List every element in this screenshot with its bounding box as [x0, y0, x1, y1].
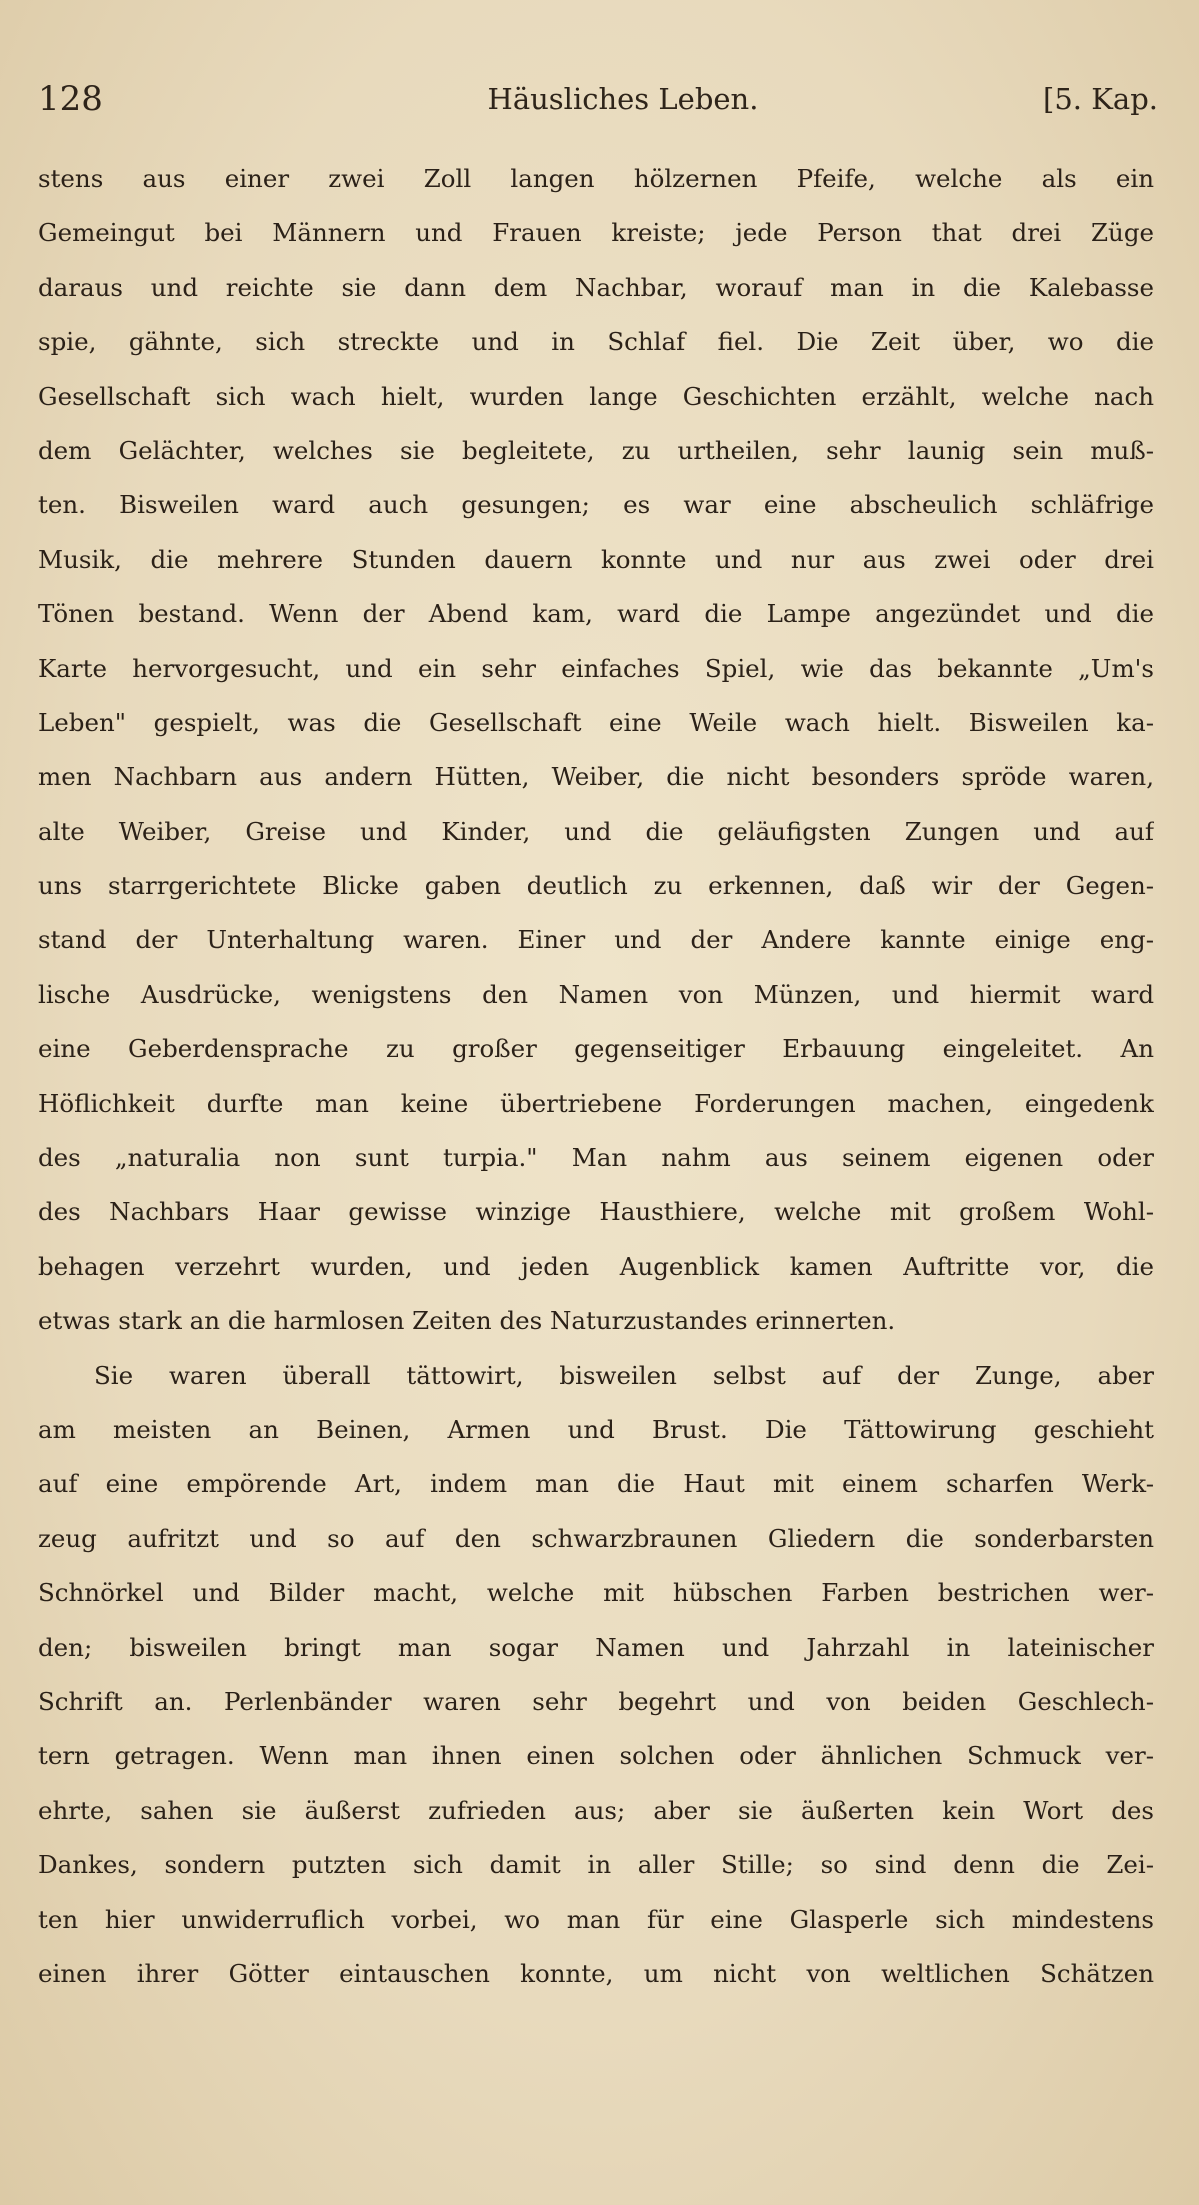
- text-line: tern getragen. Wenn man ihnen einen solchen oder ähnlichen Schmuck ver-: [38, 1741, 1154, 1771]
- text-line: des „naturalia non sunt turpia." Man nahm aus seinem eigenen oder: [38, 1143, 1154, 1173]
- text-line: ten. Bisweilen ward auch gesungen; es war eine abscheulich schläfrige: [38, 490, 1154, 520]
- text-line: Karte hervorgesucht, und ein sehr einfaches Spiel, wie das bekannte „Um's: [38, 653, 1154, 683]
- text-line: Dankes, sondern putzten sich damit in aller Stille; so sind denn die Zei-: [38, 1850, 1154, 1880]
- text-line: zeug aufritzt und so auf den schwarzbraunen Gliedern die sonderbarsten: [38, 1523, 1154, 1553]
- page-number: 128: [38, 79, 103, 119]
- text-line: alte Weiber, Greise und Kinder, und die geläufigsten Zungen und auf: [38, 816, 1154, 846]
- page-header: [38, 72, 1158, 126]
- text-line: Höflichkeit durfte man keine übertriebene Forderungen machen, eingedenk: [38, 1088, 1154, 1118]
- text-line: ehrte, sahen sie äußerst zufrieden aus; aber sie äußerten kein Wort des: [38, 1795, 1154, 1825]
- text-line: men Nachbarn aus andern Hütten, Weiber, die nicht besonders spröde waren,: [38, 762, 1154, 792]
- text-line: Leben" gespielt, was die Gesellschaft eine Weile wach hielt. Bisweilen ka-: [38, 707, 1154, 737]
- text-line: etwas stark an die harmlosen Zeiten des Naturzustandes erinnerten.: [38, 1306, 896, 1336]
- body-text: [38, 152, 1154, 2001]
- text-line: dem Gelächter, welches sie begleitete, zu urtheilen, sehr launig sein muß-: [38, 435, 1154, 465]
- text-line: den; bisweilen bringt man sogar Namen und Jahrzahl in lateinischer: [38, 1632, 1154, 1662]
- text-line: des Nachbars Haar gewisse winzige Hausthiere, welche mit großem Wohl-: [38, 1197, 1154, 1227]
- text-line: Gemeingut bei Männern und Frauen kreiste; jede Person that drei Züge: [38, 218, 1154, 248]
- text-line: auf eine empörende Art, indem man die Haut mit einem scharfen Werk-: [38, 1469, 1154, 1499]
- text-line: uns starrgerichtete Blicke gaben deutlich zu erkennen, daß wir der Gegen-: [38, 871, 1154, 901]
- text-line: daraus und reichte sie dann dem Nachbar, worauf man in die Kalebasse: [38, 272, 1154, 302]
- text-line: behagen verzehrt wurden, und jeden Augenblick kamen Auftritte vor, die: [38, 1251, 1154, 1281]
- text-line: stens aus einer zwei Zoll langen hölzernen Pfeife, welche als ein: [38, 164, 1154, 193]
- paragraph-2: [38, 1349, 1154, 2002]
- text-line: eine Geberdensprache zu großer gegenseitiger Erbauung eingeleitet. An: [38, 1034, 1154, 1064]
- text-line: Schnörkel und Bilder macht, welche mit hübschen Farben bestrichen wer-: [38, 1578, 1154, 1608]
- paragraph-1: [38, 152, 1154, 1349]
- text-line: stand der Unterhaltung waren. Einer und der Andere kannte einige eng-: [38, 925, 1154, 955]
- running-title: Häusliches Leben.: [487, 82, 759, 116]
- text-line: Gesellschaft sich wach hielt, wurden lange Geschichten erzählt, welche nach: [38, 381, 1154, 411]
- text-line: lische Ausdrücke, wenigstens den Namen von Münzen, und hiermit ward: [38, 979, 1154, 1009]
- text-line: Schrift an. Perlenbänder waren sehr begehrt und von beiden Geschlech-: [38, 1686, 1154, 1716]
- text-line: einen ihrer Götter eintauschen konnte, um nicht von weltlichen Schätzen: [38, 1958, 1154, 1988]
- text-line: Sie waren überall tättowirt, bisweilen selbst auf der Zunge, aber: [94, 1360, 1154, 1390]
- text-line: Tönen bestand. Wenn der Abend kam, ward die Lampe angezündet und die: [38, 599, 1154, 629]
- text-line: ten hier unwiderruflich vorbei, wo man für eine Glasperle sich mindestens: [38, 1904, 1154, 1934]
- text-line: am meisten an Beinen, Armen und Brust. Die Tättowirung geschieht: [38, 1414, 1154, 1444]
- chapter-reference: [5. Kap.: [1043, 82, 1158, 116]
- text-line: Musik, die mehrere Stunden dauern konnte und nur aus zwei oder drei: [38, 544, 1154, 574]
- text-line: spie, gähnte, sich streckte und in Schlaf fiel. Die Zeit über, wo die: [38, 327, 1154, 357]
